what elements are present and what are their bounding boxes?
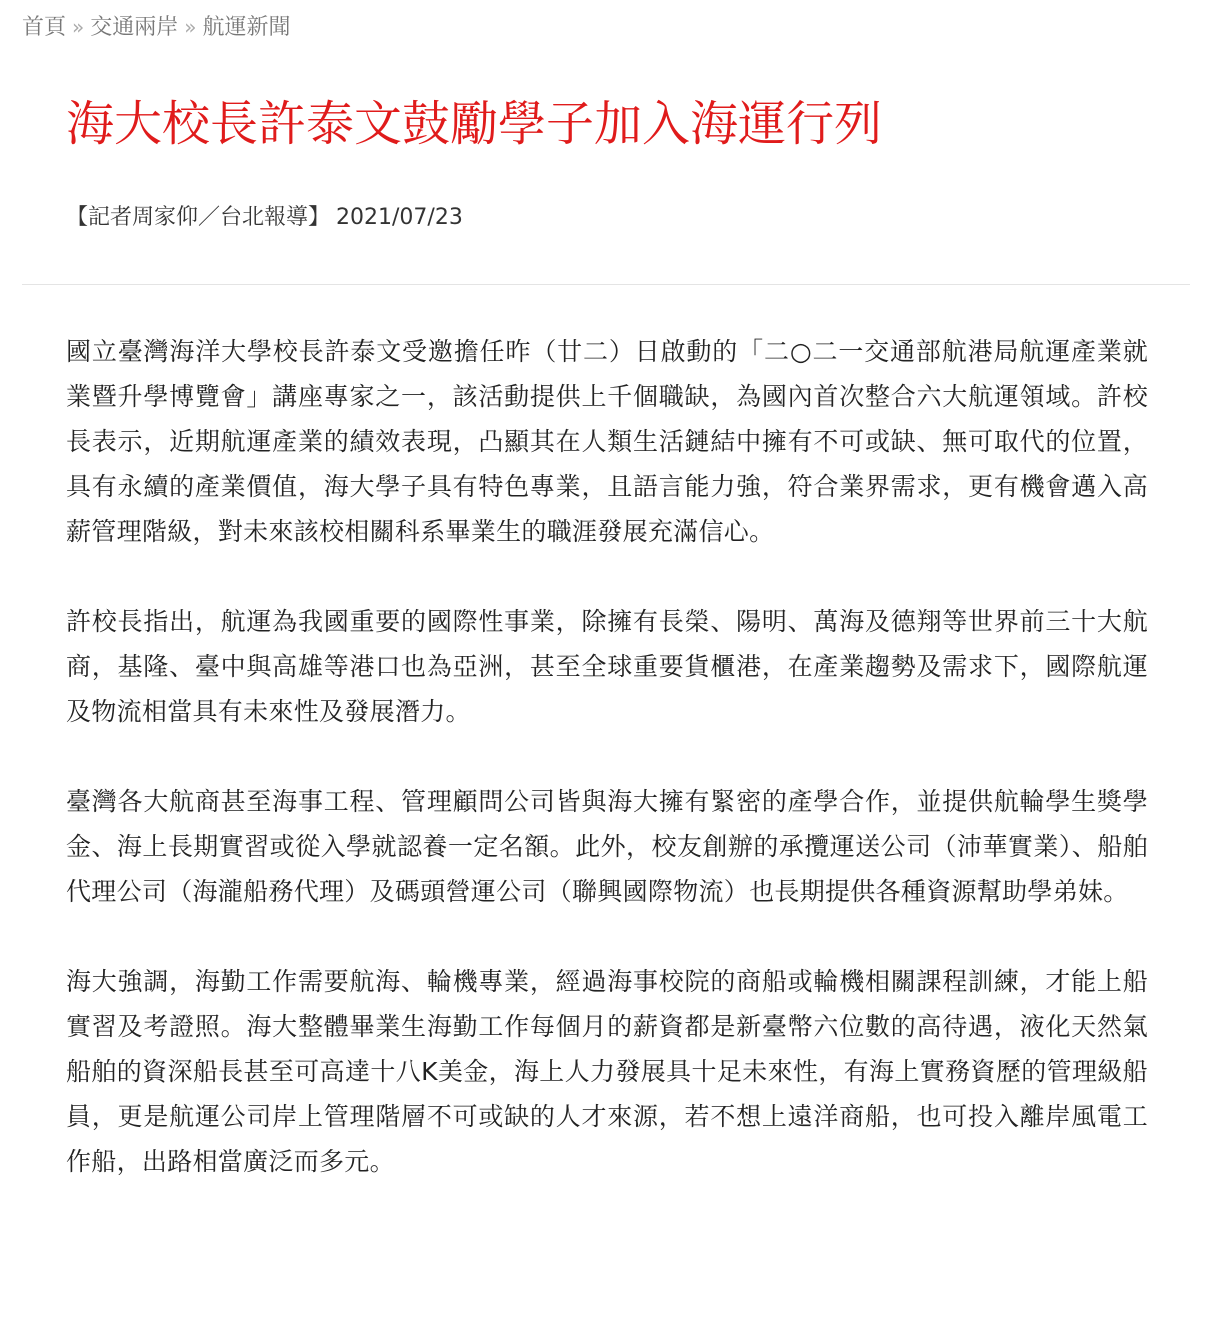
- breadcrumb-link-home[interactable]: 首頁: [22, 15, 67, 40]
- header-divider: [22, 284, 1190, 285]
- breadcrumb-separator: »: [72, 15, 85, 39]
- article-body: [66, 329, 1148, 1229]
- breadcrumb: [22, 10, 291, 45]
- article-paragraph: 國立臺灣海洋大學校長許泰文受邀擔任昨（廿二）日啟動的「二○二一交通部航港局航運產業就業暨升學博覽會」講座專家之一，該活動提供上千個職缺，為國內首次整合六大航運領域。許校長表示，近期航運產業的績效表現，凸顯其在人類生活鏈結中擁有不可或缺、無可取代的位置，具有永續的產業價值，海大學子具有特色專業，且語言能力強，符合業界需求，更有機會邁入高薪管理階級，對未來該校相關科系畢業生的職涯發展充滿信心。: [66, 337, 1148, 546]
- breadcrumb-separator: »: [184, 15, 197, 39]
- breadcrumb-link-shipping-news[interactable]: 航運新聞: [202, 15, 291, 40]
- breadcrumb-link-cross-strait-transport[interactable]: 交通兩岸: [90, 15, 179, 40]
- reporter-credit: 【記者周家仰／台北報導】: [66, 205, 331, 230]
- article-paragraph: 海大強調，海勤工作需要航海、輪機專業，經過海事校院的商船或輪機相關課程訓練，才能上船實習及考證照。海大整體畢業生海勤工作每個月的薪資都是新臺幣六位數的高待遇，液化天然氣船舶的資深船長甚至可高達十八K美金，海上人力發展具十足未來性，有海上實務資歷的管理級船員，更是航運公司岸上管理階層不可或缺的人才來源，若不想上遠洋商船，也可投入離岸風電工作船，出路相當廣泛而多元。: [66, 967, 1148, 1176]
- article-paragraph: 許校長指出，航運為我國重要的國際性事業，除擁有長榮、陽明、萬海及德翔等世界前三十大航商，基隆、臺中與高雄等港口也為亞洲，甚至全球重要貨櫃港，在產業趨勢及需求下，國際航運及物流相當具有未來性及發展潛力。: [66, 607, 1148, 726]
- article-byline: [66, 202, 463, 234]
- article-paragraph: 臺灣各大航商甚至海事工程、管理顧問公司皆與海大擁有緊密的產學合作，並提供航輪學生獎學金、海上長期實習或從入學就認養一定名額。此外，校友創辦的承攬運送公司（沛華實業）、船舶代理公司（海瀧船務代理）及碼頭營運公司（聯興國際物流）也長期提供各種資源幫助學弟妹。: [66, 787, 1148, 906]
- article-title: 海大校長許泰文鼓勵學子加入海運行列: [66, 96, 883, 152]
- publish-date: 2021/07/23: [336, 205, 463, 230]
